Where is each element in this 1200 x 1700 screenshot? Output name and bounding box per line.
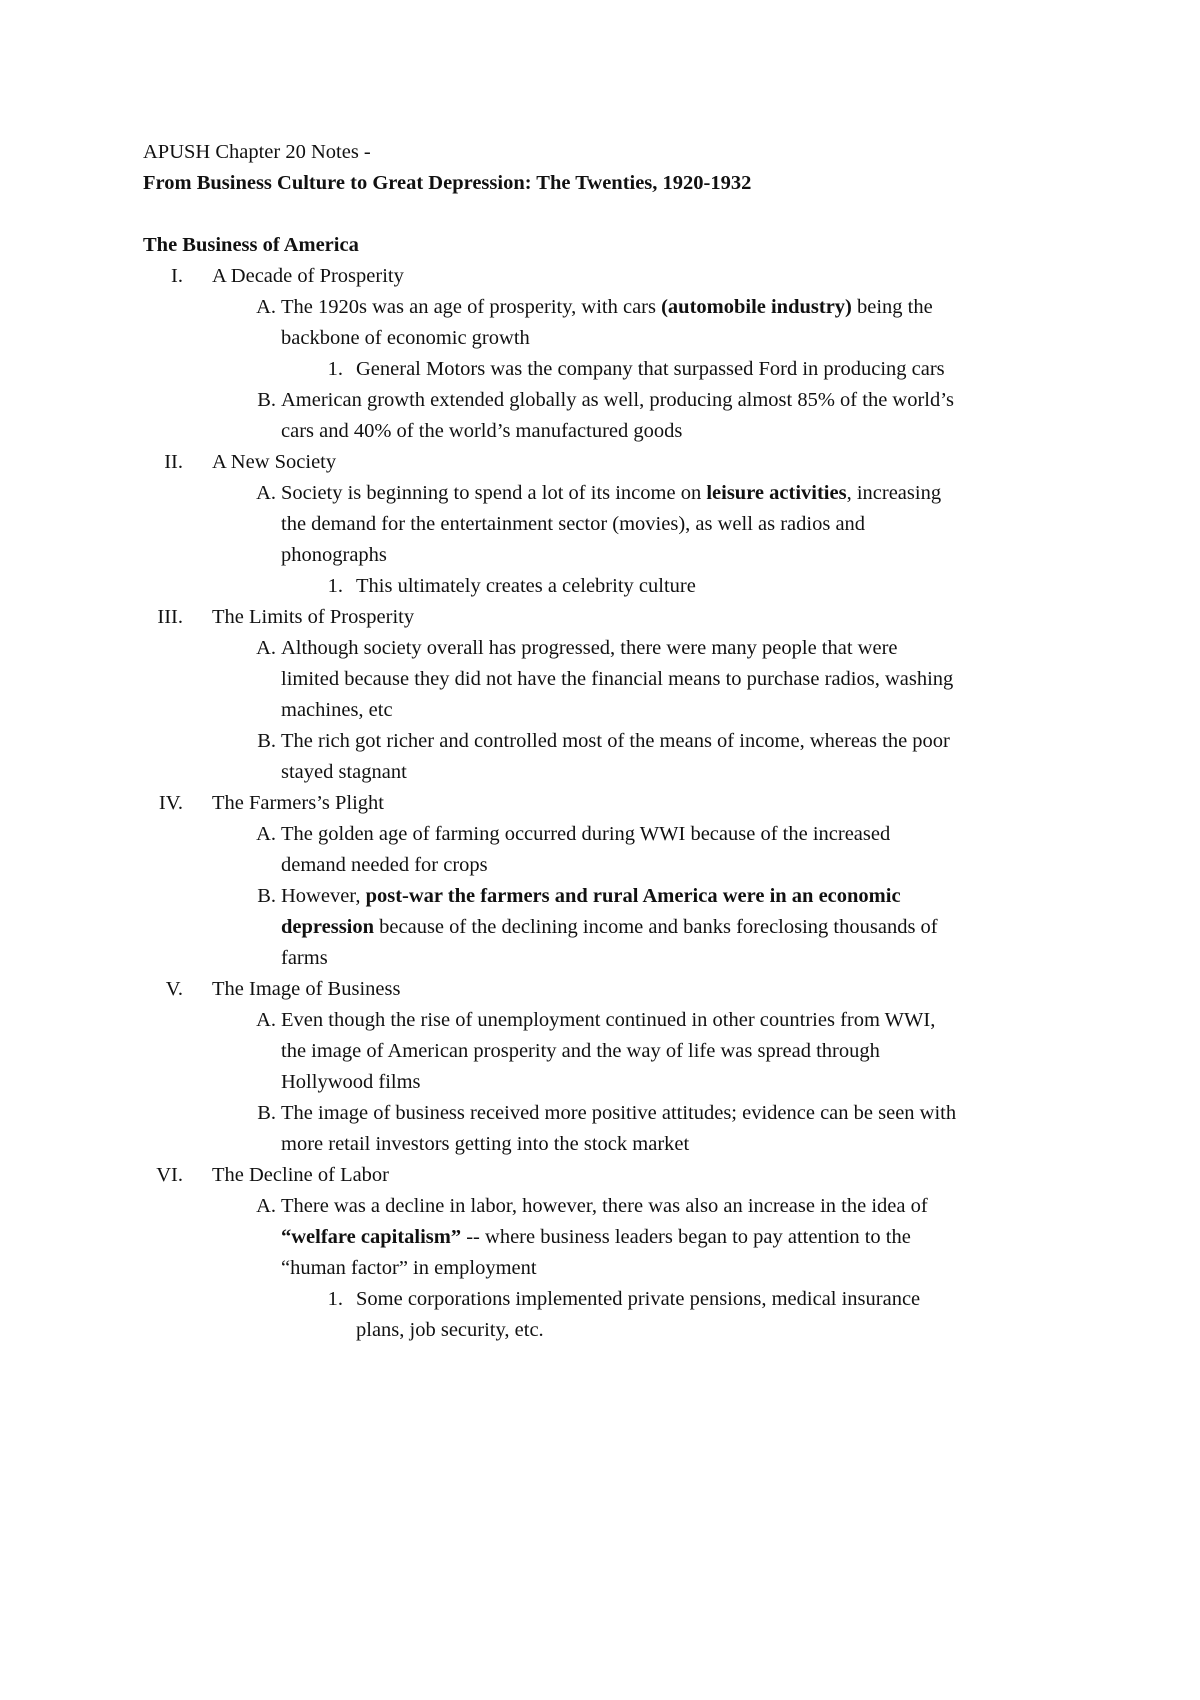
text-line (356, 1284, 1073, 1315)
outline-text (276, 881, 1073, 974)
section-title: A Decade of Prosperity (212, 265, 404, 287)
bold-term: (automobile industry) (661, 296, 852, 318)
outline-section (143, 1160, 1073, 1191)
outline-text (183, 788, 1073, 819)
text-line (281, 1005, 1073, 1036)
outline-text (343, 1284, 1073, 1346)
outline-section (143, 974, 1073, 1005)
document-content (143, 137, 1073, 1346)
outline-marker: B. (257, 885, 276, 907)
text-run: cars and 40% of the world’s manufactured goods (281, 420, 683, 442)
text-run: because of the declining income and banks foreclosing thousands of (374, 916, 938, 938)
text-run: General Motors was the company that surpassed Ford in producing cars (356, 358, 945, 380)
text-run: Although society overall has progressed, there were many people that were (281, 637, 898, 659)
section-title: The Farmers’s Plight (212, 792, 384, 814)
outline-marker: I. (171, 265, 183, 287)
outline-marker: A. (256, 823, 276, 845)
text-run: There was a decline in labor, however, there was also an increase in the idea of (281, 1195, 928, 1217)
outline-text (343, 571, 1073, 602)
text-line (281, 478, 1073, 509)
text-line (281, 416, 1073, 447)
text-line (281, 323, 1073, 354)
outline-marker: A. (256, 482, 276, 504)
outline-point (143, 819, 1073, 881)
text-line (356, 354, 1073, 385)
section-title: The Image of Business (212, 978, 401, 1000)
outline-marker: 1. (327, 575, 343, 597)
outline-point (143, 292, 1073, 354)
text-run: The 1920s was an age of prosperity, with cars (281, 296, 662, 318)
outline-point (143, 1005, 1073, 1098)
text-run: This ultimately creates a celebrity culture (356, 575, 696, 597)
outline-point (143, 633, 1073, 726)
outline-point (143, 726, 1073, 788)
outline-point (143, 478, 1073, 571)
text-line (281, 695, 1073, 726)
outline-text (276, 1191, 1073, 1284)
text-run: stayed stagnant (281, 761, 407, 783)
text-run: the image of American prosperity and the way of life was spread through (281, 1040, 880, 1062)
text-line (281, 664, 1073, 695)
text-run: being the (851, 296, 933, 318)
notes-outline (143, 261, 1073, 1346)
outline-subpoint (143, 571, 1073, 602)
text-line (281, 726, 1073, 757)
outline-marker: B. (257, 389, 276, 411)
outline-marker: A. (256, 296, 276, 318)
blank-line (143, 199, 1073, 230)
outline-marker: B. (257, 730, 276, 752)
text-run: demand needed for crops (281, 854, 488, 876)
bold-term: leisure activities (706, 482, 847, 504)
text-run: backbone of economic growth (281, 327, 530, 349)
text-line (281, 1036, 1073, 1067)
outline-text (276, 819, 1073, 881)
text-line (281, 633, 1073, 664)
outline-text (276, 633, 1073, 726)
text-line (281, 1191, 1073, 1222)
outline-marker: A. (256, 1009, 276, 1031)
text-line (356, 571, 1073, 602)
outline-marker: III. (157, 606, 183, 628)
text-run: American growth extended globally as well, producing almost 85% of the world’s (281, 389, 954, 411)
outline-marker: II. (164, 451, 183, 473)
text-run: Hollywood films (281, 1071, 421, 1093)
bold-term: depression (281, 916, 375, 938)
outline-text (183, 602, 1073, 633)
outline-subpoint (143, 1284, 1073, 1346)
document-heading: APUSH Chapter 20 Notes - (143, 141, 371, 163)
outline-section (143, 788, 1073, 819)
text-run: Even though the rise of unemployment continued in other countries from WWI, (281, 1009, 936, 1031)
text-run: Some corporations implemented private pensions, medical insurance (356, 1288, 921, 1310)
text-run: farms (281, 947, 328, 969)
outline-marker: A. (256, 637, 276, 659)
outline-text (183, 974, 1073, 1005)
outline-point (143, 1098, 1073, 1160)
outline-section (143, 447, 1073, 478)
text-line (281, 819, 1073, 850)
outline-marker: A. (256, 1195, 276, 1217)
outline-marker: B. (257, 1102, 276, 1124)
outline-text (276, 478, 1073, 571)
outline-point (143, 385, 1073, 447)
outline-marker: V. (165, 978, 183, 1000)
text-line (281, 1098, 1073, 1129)
bold-term: “welfare capitalism” (281, 1226, 462, 1248)
outline-text (183, 1160, 1073, 1191)
section-title: The Decline of Labor (212, 1164, 390, 1186)
text-run: Society is beginning to spend a lot of its income on (281, 482, 707, 504)
text-line (281, 850, 1073, 881)
bold-term: post-war the farmers and rural America were in an economic (365, 885, 901, 907)
text-run: However, (281, 885, 366, 907)
section-title: A New Society (212, 451, 337, 473)
text-line (281, 540, 1073, 571)
text-run: , increasing (846, 482, 942, 504)
text-line (356, 1315, 1073, 1346)
text-line (281, 385, 1073, 416)
outline-marker: VI. (156, 1164, 183, 1186)
outline-marker: 1. (327, 358, 343, 380)
section-heading: The Business of America (143, 234, 359, 256)
outline-text (276, 385, 1073, 447)
text-line (281, 912, 1073, 943)
text-run: the demand for the entertainment sector (movies), as well as radios and (281, 513, 866, 535)
outline-text (276, 1005, 1073, 1098)
outline-point (143, 881, 1073, 974)
text-run: The image of business received more positive attitudes; evidence can be seen with (281, 1102, 957, 1124)
outline-section (143, 602, 1073, 633)
outline-marker: 1. (327, 1288, 343, 1310)
outline-text (343, 354, 1073, 385)
text-line (281, 881, 1073, 912)
outline-text (276, 292, 1073, 354)
text-run: limited because they did not have the financial means to purchase radios, washing (281, 668, 954, 690)
text-line (281, 1067, 1073, 1098)
outline-section (143, 261, 1073, 292)
outline-text (276, 1098, 1073, 1160)
text-line (281, 1253, 1073, 1284)
document-title: From Business Culture to Great Depression: The Twenties, 1920-1932 (143, 172, 752, 194)
text-line (281, 509, 1073, 540)
text-run: “human factor” in employment (281, 1257, 537, 1279)
outline-text (276, 726, 1073, 788)
text-run: The rich got richer and controlled most of the means of income, whereas the poor (281, 730, 950, 752)
outline-marker: IV. (158, 792, 183, 814)
text-line (281, 757, 1073, 788)
text-run: plans, job security, etc. (356, 1319, 544, 1341)
text-run: more retail investors getting into the stock market (281, 1133, 690, 1155)
outline-point (143, 1191, 1073, 1284)
text-line (281, 943, 1073, 974)
section-title: The Limits of Prosperity (212, 606, 415, 628)
text-run: The golden age of farming occurred during WWI because of the increased (281, 823, 891, 845)
text-run: phonographs (281, 544, 387, 566)
text-line (281, 1222, 1073, 1253)
outline-subpoint (143, 354, 1073, 385)
text-run: machines, etc (281, 699, 393, 721)
text-run: -- where business leaders began to pay attention to the (461, 1226, 911, 1248)
outline-text (183, 447, 1073, 478)
outline-text (183, 261, 1073, 292)
text-line (281, 292, 1073, 323)
text-line (281, 1129, 1073, 1160)
